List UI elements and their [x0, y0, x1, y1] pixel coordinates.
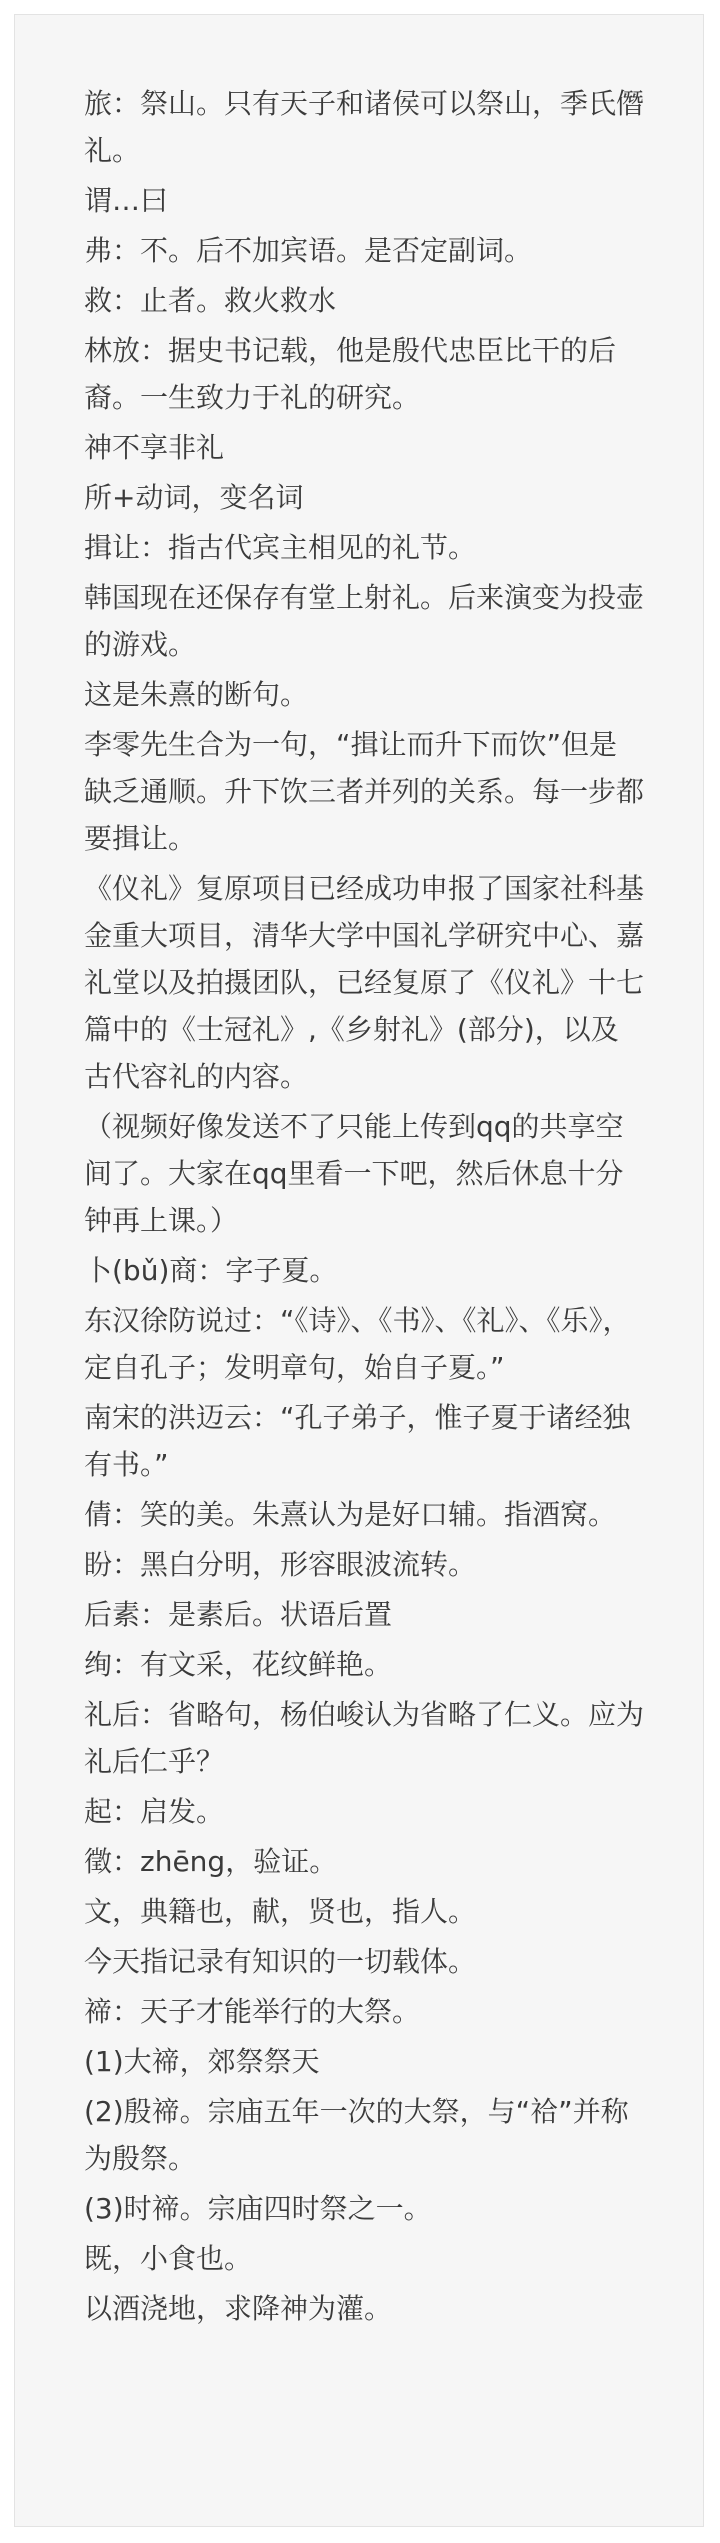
note-line: 东汉徐防说过：“《诗》、《书》、《礼》、《乐》，定自孔子；发明章句，始自子夏。”	[84, 1304, 631, 1384]
note-line: （视频好像发送不了只能上传到qq的共享空间了。大家在qq里看一下吧，然后休息十分钟再上课。）	[84, 1110, 624, 1237]
note-line: 以酒浇地，求降神为灌。	[84, 2292, 393, 2325]
notes-text-block	[84, 80, 644, 2332]
note-line: 后素：是素后。状语后置	[84, 1598, 393, 1631]
note-line: 神不享非礼	[84, 431, 225, 464]
note-line: 今天指记录有知识的一切载体。	[84, 1945, 477, 1978]
note-line: 倩：笑的美。朱熹认为是好口辅。指酒窝。	[84, 1498, 617, 1531]
note-line: 所+动词，变名词	[84, 481, 304, 514]
note-line: (2)殷禘。宗庙五年一次的大祭，与“祫”并称为殷祭。	[84, 2095, 629, 2175]
note-line: 李零先生合为一句，“揖让而升下而饮”但是缺乏通顺。升下饮三者并列的关系。每一步都要揖让。	[84, 728, 645, 855]
note-line: 《仪礼》复原项目已经成功申报了国家社科基金重大项目，清华大学中国礼学研究中心、嘉礼堂以及拍摄团队，已经复原了《仪礼》十七篇中的《士冠礼》,《乡射礼》(部分)，以及古代容礼的内容。	[84, 872, 645, 1093]
note-line: 卜(bǔ)商：字子夏。	[84, 1254, 338, 1287]
note-line: 南宋的洪迈云：“孔子弟子，惟子夏于诸经独有书。”	[84, 1401, 631, 1481]
note-line: 禘：天子才能举行的大祭。	[84, 1995, 421, 2028]
note-line: 揖让：指古代宾主相见的礼节。	[84, 531, 477, 564]
note-line: 礼后：省略句，杨伯峻认为省略了仁义。应为礼后仁乎？	[84, 1698, 645, 1778]
note-line: 徵：zhēng，验证。	[84, 1845, 338, 1878]
note-line: 这是朱熹的断句。	[84, 678, 309, 711]
note-line: 救：止者。救火救水	[84, 284, 337, 317]
note-line: 韩国现在还保存有堂上射礼。后来演变为投壶的游戏。	[84, 581, 645, 661]
note-line: 文，典籍也，献，贤也，指人。	[84, 1895, 477, 1928]
note-line: 旅：祭山。只有天子和诸侯可以祭山，季氏僭礼。	[84, 87, 645, 167]
note-line: 林放：据史书记载，他是殷代忠臣比干的后裔。一生致力于礼的研究。	[84, 334, 617, 414]
note-line: 起：启发。	[84, 1795, 225, 1828]
note-line: (3)时禘。宗庙四时祭之一。	[84, 2192, 432, 2225]
note-line: 弗：不。后不加宾语。是否定副词。	[84, 234, 533, 267]
note-line: 绚：有文采，花纹鲜艳。	[84, 1648, 393, 1681]
note-line: (1)大禘，郊祭祭天	[84, 2045, 320, 2078]
note-line: 既，小食也。	[84, 2242, 253, 2275]
note-line: 谓…曰	[84, 184, 169, 217]
note-line: 盼：黑白分明，形容眼波流转。	[84, 1548, 477, 1581]
